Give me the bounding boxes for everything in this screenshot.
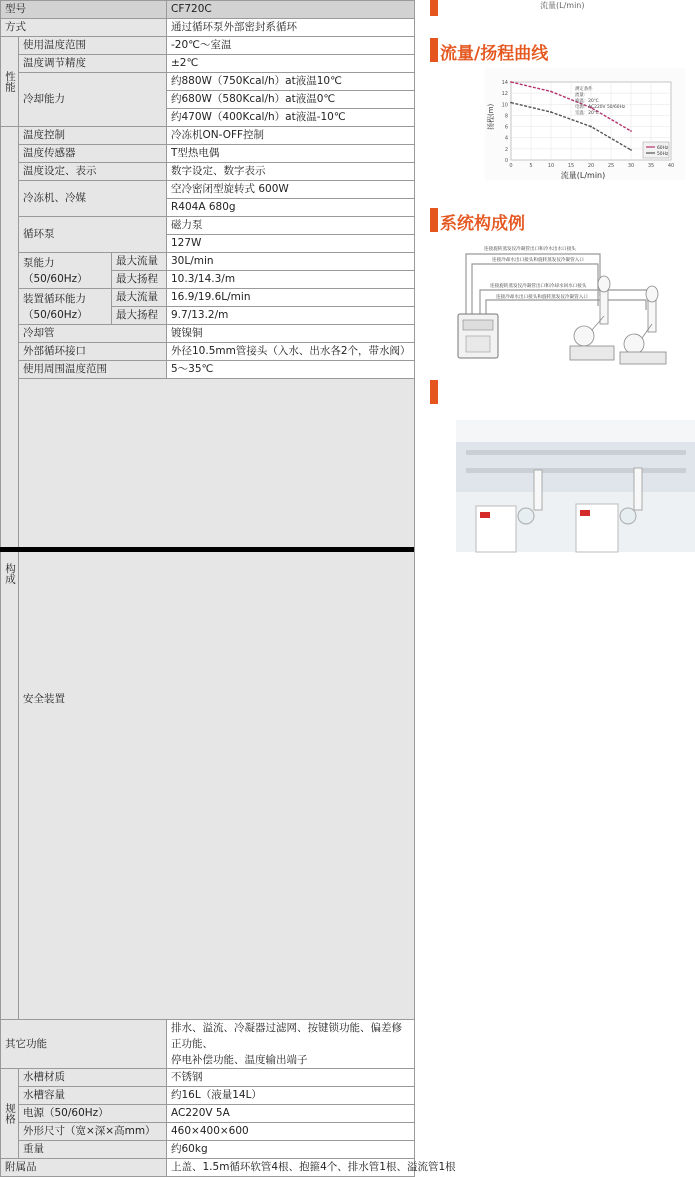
flow-head-section-title bbox=[430, 38, 695, 62]
cooling-pipe-value: 镀镍铜 bbox=[167, 325, 415, 343]
pump-value-2: 127W bbox=[167, 235, 415, 253]
x-tick-label: 30 bbox=[627, 163, 635, 169]
section-accent-bar bbox=[430, 38, 438, 62]
photo-flask-2 bbox=[620, 508, 636, 524]
ambient-value: 5～35℃ bbox=[167, 361, 415, 379]
y-tick-label: 14 bbox=[501, 80, 508, 86]
chart-note-line: 液温：20℃ bbox=[575, 99, 599, 104]
y-tick-label: 8 bbox=[504, 113, 508, 120]
cooling-label: 冷却能力 bbox=[19, 73, 167, 127]
x-tick-label: 20 bbox=[587, 163, 595, 169]
series-point-60Hz bbox=[550, 91, 552, 93]
photo-shelf-2 bbox=[466, 468, 686, 473]
chart-note-line: 测定条件 bbox=[575, 87, 593, 92]
diagram-label-4: 连接冷却水出口接头和旋转蒸发仪冷凝管入口 bbox=[496, 295, 588, 300]
series-point-50Hz bbox=[510, 102, 512, 104]
pump-flow-label: 最大流量 bbox=[112, 253, 167, 271]
legend-label: 60Hz bbox=[657, 146, 669, 151]
x-tick-label: 40 bbox=[667, 163, 675, 169]
photo-evaporator-2 bbox=[634, 468, 642, 510]
ext-port-value: 外径10.5mm管接头（入水、出水各2个，带水阀） bbox=[167, 343, 415, 361]
top-partial-label: 流量(L/min) bbox=[540, 1, 585, 10]
section3-accent-bar bbox=[430, 380, 438, 404]
mode-label: 方式 bbox=[1, 19, 167, 37]
section-accent-bar bbox=[430, 208, 438, 232]
x-tick-label: 15 bbox=[567, 163, 575, 169]
tank-capacity-label: 水槽容量 bbox=[19, 1087, 167, 1105]
pump-head-value: 10.3/14.3/m bbox=[167, 271, 415, 289]
temp-control-label: 温度控制 bbox=[19, 127, 167, 145]
pump-label: 循环泵 bbox=[19, 217, 167, 253]
mode-value: 通过循环泵外部密封系循环 bbox=[167, 19, 415, 37]
right-panel bbox=[430, 0, 695, 552]
temp-range-value: -20℃～室温 bbox=[167, 37, 415, 55]
weight-value: 约60kg bbox=[167, 1141, 415, 1159]
series-point-60Hz bbox=[510, 81, 512, 83]
series-point-50Hz bbox=[590, 126, 592, 128]
power-value: AC220V 5A bbox=[167, 1105, 415, 1123]
safety-label: 安全装置 bbox=[19, 379, 415, 1020]
photo-ceiling bbox=[456, 420, 695, 442]
temp-range-label: 使用温度范围 bbox=[19, 37, 167, 55]
refrigerator-label: 冷冻机、冷媒 bbox=[19, 181, 167, 217]
accessories-value: 上盖、1.5m循环软管4根、抱箍4个、排水管1根、溢流管1根 bbox=[167, 1159, 415, 1177]
system-diagram bbox=[450, 236, 695, 366]
diagram-label-2: 连接冷却水出口接头和旋转蒸发仪冷凝管入口 bbox=[492, 258, 584, 263]
series-point-60Hz bbox=[630, 130, 632, 132]
flow-head-chart bbox=[485, 68, 685, 180]
diagram-label-1: 连接旋转蒸发仪冷凝管出口和冷水出水口接头 bbox=[484, 247, 576, 252]
bottom-border bbox=[0, 547, 414, 552]
device-head-label: 最大扬程 bbox=[112, 307, 167, 325]
cooling-value-2: 约680W（580Kcal/h）at液温0℃ bbox=[167, 91, 415, 109]
temp-accuracy-value: ±2℃ bbox=[167, 55, 415, 73]
pump-value-1: 磁力泵 bbox=[167, 217, 415, 235]
model-value: CF720C bbox=[167, 1, 415, 19]
series-point-50Hz bbox=[630, 149, 632, 151]
temp-setting-label: 温度设定、表示 bbox=[19, 163, 167, 181]
spec-group: 规格 bbox=[1, 1069, 19, 1159]
accessories-label: 附属品 bbox=[1, 1159, 167, 1177]
pump-head-label: 最大扬程 bbox=[112, 271, 167, 289]
photo-label-2 bbox=[580, 510, 590, 516]
x-tick-label: 35 bbox=[647, 163, 655, 169]
photo-label-1 bbox=[480, 512, 490, 518]
series-point-50Hz bbox=[550, 111, 552, 113]
ambient-label: 使用周围温度范围 bbox=[19, 361, 167, 379]
other-value bbox=[167, 1020, 415, 1069]
x-tick-label: 25 bbox=[607, 163, 615, 169]
tank-material-value: 不锈钢 bbox=[167, 1069, 415, 1087]
chiller-unit bbox=[458, 314, 498, 358]
device-capacity-label-2: （50/60Hz） bbox=[23, 308, 88, 321]
system-section-title bbox=[430, 208, 695, 232]
photo-shelf-1 bbox=[466, 450, 686, 455]
x-tick-label: 10 bbox=[547, 163, 555, 169]
pump-capacity-label-1: 泵能力 bbox=[23, 256, 55, 269]
performance-group: 性能 bbox=[1, 37, 19, 127]
chart-ylabel: 扬程(m) bbox=[487, 103, 495, 130]
cooling-pipe-label: 冷却管 bbox=[19, 325, 167, 343]
y-tick-label: 4 bbox=[504, 135, 508, 142]
config-group: 构成 bbox=[1, 127, 19, 1020]
rotary-evaporator-2 bbox=[620, 286, 666, 364]
model-label: 型号 bbox=[1, 1, 167, 19]
top-accent-bar bbox=[430, 0, 438, 16]
chart-note-line: 室温：20℃ bbox=[575, 111, 599, 116]
temp-sensor-label: 温度传感器 bbox=[19, 145, 167, 163]
device-flow-value: 16.9/19.6L/min bbox=[167, 289, 415, 307]
temp-sensor-value: T型热电偶 bbox=[167, 145, 415, 163]
chart-note-line: 电源：AC220V 50/60Hz bbox=[575, 105, 626, 110]
legend-label: 50Hz bbox=[657, 152, 669, 157]
refrigerator-value-1: 空冷密闭型旋转式 600W bbox=[167, 181, 415, 199]
temp-accuracy-label: 温度调节精度 bbox=[19, 55, 167, 73]
temp-control-value: 冷冻机ON-OFF控制 bbox=[167, 127, 415, 145]
dimensions-value: 460×400×600 bbox=[167, 1123, 415, 1141]
y-tick-label: 10 bbox=[501, 102, 508, 109]
tank-capacity-value: 约16L（液量14L） bbox=[167, 1087, 415, 1105]
cooling-value-3: 约470W（400Kcal/h）at液温-10℃ bbox=[167, 109, 415, 127]
y-tick-label: 12 bbox=[501, 91, 508, 98]
diagram-label-3: 连接旋转蒸发仪冷凝管出口和冷却水回水口接头 bbox=[490, 284, 587, 289]
x-tick-label: 5 bbox=[529, 163, 533, 169]
power-label: 电源（50/60Hz） bbox=[19, 1105, 167, 1123]
other-line-1: 排水、溢流、冷凝器过滤网、按键锁功能、偏差修正功能、 bbox=[171, 1022, 402, 1050]
y-tick-label: 0 bbox=[504, 158, 508, 164]
device-capacity-label-1: 装置循环能力 bbox=[23, 292, 86, 305]
flow-head-title-text: 流量/扬程曲线 bbox=[440, 44, 549, 64]
device-head-value: 9.7/13.2/m bbox=[167, 307, 415, 325]
photo-evaporator-1 bbox=[534, 470, 542, 510]
tank-material-label: 水槽材质 bbox=[19, 1069, 167, 1087]
other-label: 其它功能 bbox=[1, 1020, 167, 1069]
temp-setting-value: 数字设定、数字表示 bbox=[167, 163, 415, 181]
photo-flask-1 bbox=[518, 508, 534, 524]
dimensions-label: 外形尺寸（宽×深×高mm） bbox=[19, 1123, 167, 1141]
top-partial-section bbox=[430, 0, 695, 16]
x-tick-label: 0 bbox=[509, 163, 513, 169]
chart-xlabel: 流量(L/min) bbox=[560, 171, 606, 180]
pump-capacity-label-2: （50/60Hz） bbox=[23, 272, 88, 285]
y-tick-label: 6 bbox=[504, 124, 508, 131]
pump-flow-value: 30L/min bbox=[167, 253, 415, 271]
system-title-text: 系统构成例 bbox=[440, 214, 525, 234]
other-line-2: 停电补偿功能、温度输出端子 bbox=[171, 1054, 308, 1066]
refrigerator-value-2: R404A 680g bbox=[167, 199, 415, 217]
ext-port-label: 外部循环接口 bbox=[19, 343, 167, 361]
weight-label: 重量 bbox=[19, 1141, 167, 1159]
lab-photo bbox=[456, 420, 695, 552]
y-tick-label: 2 bbox=[504, 146, 508, 153]
device-capacity-label bbox=[19, 289, 112, 325]
pump-capacity-label bbox=[19, 253, 112, 289]
chart-note-line: 流量： bbox=[575, 93, 589, 98]
device-flow-label: 最大流量 bbox=[112, 289, 167, 307]
chart-legend bbox=[643, 142, 669, 158]
cooling-value-1: 约880W（750Kcal/h）at液温10℃ bbox=[167, 73, 415, 91]
